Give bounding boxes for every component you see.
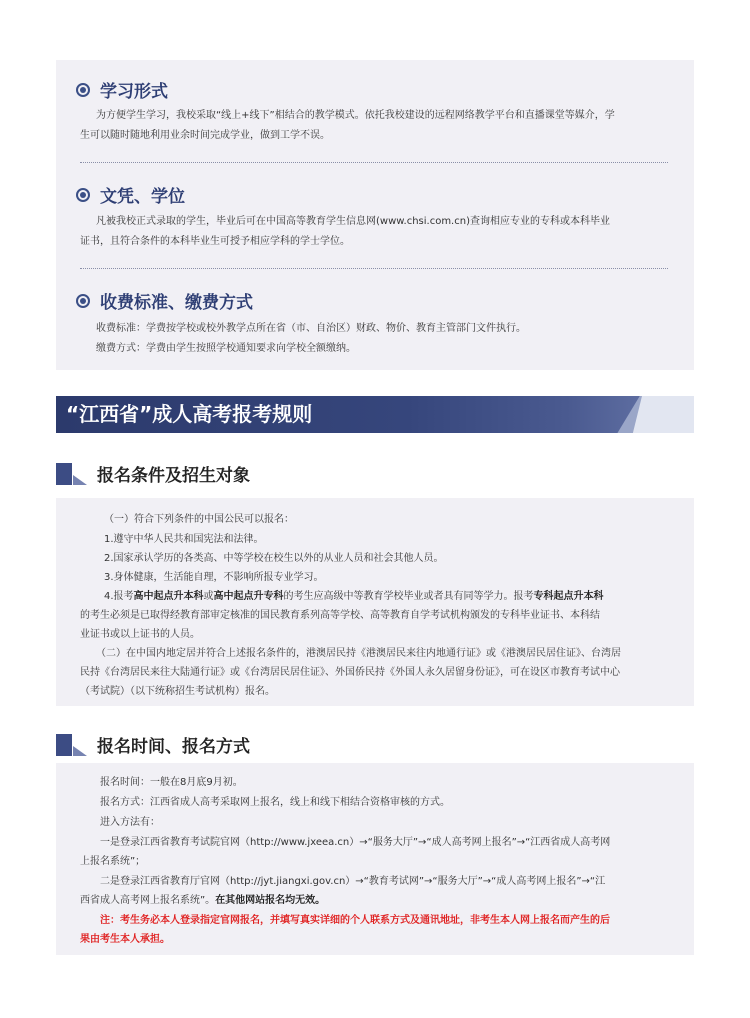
paragraph-line: 生可以随时随地利用业余时间完成学业，做到工学不误。 [80,130,330,141]
paragraph-line: 西省成人高考网上报名系统”。在其他网站报名均无效。 [80,895,326,906]
circle-bullet-icon [76,294,90,308]
paragraph-line: 缴费方式：学费由学生按照学校通知要求向学校全额缴纳。 [96,343,356,354]
section-heading-study-mode [76,77,168,102]
banner-title: “江西省”成人高考报考规则 [66,402,313,426]
divider [80,268,668,269]
paragraph-line: 2.国家承认学历的各类高、中等学校在校生以外的从业人员和社会其他人员。 [104,553,444,564]
paragraph-line: 二是登录江西省教育厅官网（http://jyt.jiangxi.gov.cn）→“教育考试网”→“服务大厅”→“成人高考网上报名”→“江 [100,876,606,887]
paragraph-line: 上报名系统”； [80,856,146,867]
paragraph-line: 进入方法有： [100,817,160,828]
subheading-eligibility [56,461,250,486]
paragraph-line: 3.身体健康，生活能自理，不影响所报专业学习。 [104,572,324,583]
paragraph-line: 的考生必须是已取得经教育部审定核准的国民教育系列高等学校、高等教育自学考试机构颁发的专科毕业证书、本科结 [80,610,600,621]
section-banner [56,396,694,433]
square-marker-icon [56,734,72,756]
circle-bullet-icon [76,83,90,97]
paragraph-line: （二）在中国内地定居并符合上述报名条件的，港澳居民持《港澳居民来往内地通行证》或《港澳居民居住证》、台湾居 [96,648,621,659]
section-title: 文凭、学位 [100,187,185,207]
section-heading-diploma [76,182,185,207]
paragraph-line: 民持《台湾居民来往大陆通行证》或《台湾居民居住证》、外国侨民持《外国人永久居留身份证》，可在设区市教育考试中心 [80,667,620,678]
paragraph-line: 证书，且符合条件的本科毕业生可授予相应学科的学士学位。 [80,236,350,247]
paragraph-line: 报名方式：江西省成人高考采取网上报名，线上和线下相结合资格审核的方式。 [100,797,450,808]
paragraph-line: 一是登录江西省教育考试院官网（http://www.jxeea.cn）→“服务大厅”→“成人高考网上报名”→“江西省成人高考网 [100,837,611,848]
section-heading-fees [76,288,253,313]
paragraph-line: 4.报考高中起点升本科或高中起点升专科的考生应高级中等教育学校毕业或者具有同等学力。报考专科起点升本科 [104,591,604,602]
subheading-registration [56,732,250,757]
divider [80,162,668,163]
section-title: 收费标准、缴费方式 [100,293,253,313]
circle-bullet-icon [76,188,90,202]
warning-note: 果由考生本人承担。 [80,934,170,945]
paragraph-line: 为方便学生学习，我校采取“线上+线下”相结合的教学模式。依托我校建设的远程网络教学平台和直播课堂等媒介，学 [96,110,615,121]
paragraph-line: 凡被我校正式录取的学生，毕业后可在中国高等教育学生信息网(www.chsi.com.cn)查询相应专业的专科或本科毕业 [96,216,610,227]
paragraph-line: 1.遵守中华人民共和国宪法和法律。 [104,534,264,545]
subheading-title: 报名时间、报名方式 [97,737,250,757]
wedge-marker-icon [73,746,87,756]
paragraph-line: （一）符合下列条件的中国公民可以报名： [104,514,294,525]
paragraph-line: 收费标准：学费按学校或校外教学点所在省（市、自治区）财政、物价、教育主管部门文件执行。 [96,323,526,334]
paragraph-line: 业证书或以上证书的人员。 [80,629,200,640]
warning-note: 注：考生务必本人登录指定官网报名，并填写真实详细的个人联系方式及通讯地址，非考生本人网上报名而产生的后 [100,915,610,926]
subheading-title: 报名条件及招生对象 [97,466,250,486]
paragraph-line: 报名时间：一般在8月底9月初。 [100,777,243,788]
square-marker-icon [56,463,72,485]
paragraph-line: （考试院）（以下统称招生考试机构）报名。 [80,686,275,697]
section-title: 学习形式 [100,82,168,102]
wedge-marker-icon [73,475,87,485]
